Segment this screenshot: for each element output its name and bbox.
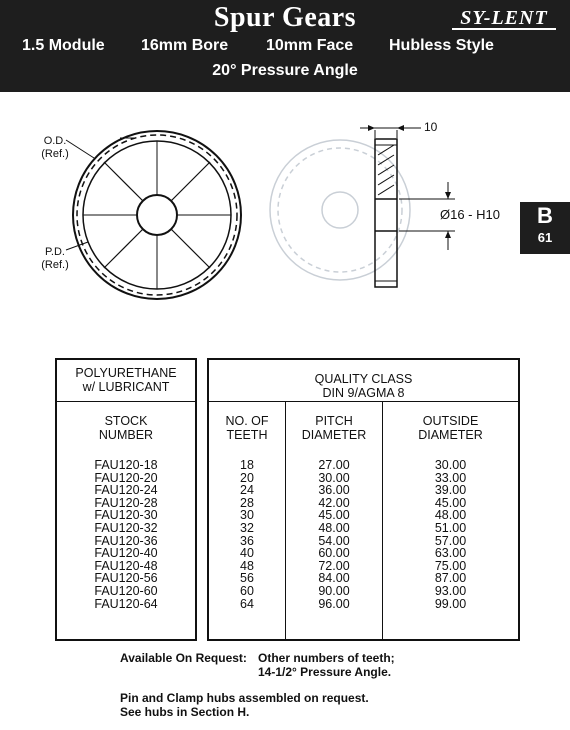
teeth-cell: 56 (240, 571, 254, 586)
pitch-diameter-cell: 30.00 (318, 470, 350, 485)
od-label: O.D. (Ref.) (41, 135, 69, 160)
stock-number-cell: FAU120-60 (94, 583, 158, 598)
header-band (0, 0, 570, 92)
available-label: Available On Request: (120, 651, 247, 665)
hubs-note: Pin and Clamp hubs assembled on request. See hubs in Section H. (120, 691, 369, 719)
stock-table (55, 358, 197, 641)
material-header: POLYURETHANE w/ LUBRICANT (75, 366, 177, 394)
gear-front-view (66, 131, 241, 299)
outside-diameter-header: OUTSIDE DIAMETER (418, 414, 483, 442)
outside-diameter-cell: 33.00 (434, 470, 467, 485)
stock-number-cell: FAU120-28 (94, 495, 158, 510)
section-tab (520, 202, 570, 254)
face-spec: 10mm Face (266, 37, 354, 54)
divider (209, 401, 518, 402)
page-title: Spur Gears (213, 2, 357, 33)
brand-logo: SY-LENT (452, 8, 556, 30)
outside-diameter-cell: 63.00 (434, 546, 467, 561)
pitch-diameter-header: PITCH DIAMETER (301, 414, 367, 442)
face-width-dim: 10 (424, 120, 438, 134)
pitch-diameter-cell: 45.00 (318, 508, 350, 523)
stock-number-cell: FAU120-64 (94, 596, 158, 611)
stock-number-column (57, 459, 195, 610)
pitch-diameter-cell: 72.00 (318, 558, 350, 573)
ghost-side-view (270, 140, 410, 280)
pitch-diameter-cell: 60.00 (318, 546, 350, 561)
stock-number-cell: FAU120-48 (94, 558, 158, 573)
outside-diameter-cell: 57.00 (434, 533, 467, 548)
style-spec: Hubless Style (389, 37, 494, 54)
outside-diameter-cell: 93.00 (434, 583, 467, 598)
stock-number-cell: FAU120-20 (94, 470, 158, 485)
teeth-header: NO. OF TEETH (225, 414, 269, 442)
pitch-diameter-cell: 84.00 (318, 571, 350, 586)
stock-number-cell: FAU120-32 (94, 520, 158, 535)
stock-number-cell: FAU120-56 (94, 571, 158, 586)
available-text: Other numbers of teeth; 14-1/2° Pressure Angle. (258, 651, 395, 679)
pitch-diameter-cell: 42.00 (318, 495, 350, 510)
pressure-angle-spec: 20° Pressure Angle (212, 62, 358, 79)
pitch-diameter-cell: 90.00 (318, 583, 350, 598)
outside-diameter-cell: 39.00 (434, 483, 467, 498)
section-letter: B (537, 203, 553, 228)
quality-table (207, 358, 520, 641)
outside-diameter-cell: 75.00 (434, 558, 467, 573)
stock-number-cell: FAU120-40 (94, 546, 158, 561)
outside-diameter-cell: 87.00 (434, 571, 467, 586)
teeth-cell: 20 (240, 470, 254, 485)
outside-diameter-cell: 45.00 (434, 495, 467, 510)
outside-diameter-cell: 48.00 (434, 508, 467, 523)
outside-diameter-column (383, 459, 518, 610)
teeth-cell: 32 (240, 520, 254, 535)
teeth-cell: 48 (240, 558, 254, 573)
stock-number-cell: FAU120-30 (94, 508, 158, 523)
stock-number-header: STOCK NUMBER (98, 414, 154, 442)
pitch-diameter-cell: 54.00 (318, 533, 350, 548)
module-spec: 1.5 Module (22, 37, 105, 54)
divider (57, 401, 195, 402)
teeth-cell: 64 (240, 596, 254, 611)
gear-drawing (0, 100, 520, 300)
quality-class-header: QUALITY CLASS DIN 9/AGMA 8 (314, 372, 413, 400)
teeth-cell: 28 (240, 495, 254, 510)
section-page-number: 61 (537, 230, 553, 245)
outside-diameter-cell: 99.00 (434, 596, 467, 611)
stock-number-cell: FAU120-24 (94, 483, 158, 498)
stock-number-cell: FAU120-36 (94, 533, 158, 548)
teeth-cell: 36 (240, 533, 254, 548)
teeth-cell: 18 (240, 458, 254, 472)
bore-dim: Ø16 - H10 (440, 207, 500, 222)
outside-diameter-cell: 51.00 (434, 520, 467, 535)
pitch-diameter-cell: 27.00 (318, 458, 350, 472)
bore-spec: 16mm Bore (141, 37, 229, 54)
teeth-cell: 30 (240, 508, 254, 523)
pd-label: P.D. (Ref.) (41, 246, 69, 271)
pitch-diameter-cell: 48.00 (318, 520, 350, 535)
pitch-diameter-cell: 96.00 (318, 596, 350, 611)
outside-diameter-cell: 30.00 (434, 458, 467, 472)
stock-number-cell: FAU120-18 (94, 458, 158, 472)
teeth-cell: 24 (240, 483, 254, 498)
pitch-diameter-cell: 36.00 (318, 483, 350, 498)
teeth-cell: 60 (240, 583, 254, 598)
teeth-column (209, 459, 285, 610)
teeth-cell: 40 (240, 546, 254, 561)
pitch-diameter-column (286, 459, 382, 610)
